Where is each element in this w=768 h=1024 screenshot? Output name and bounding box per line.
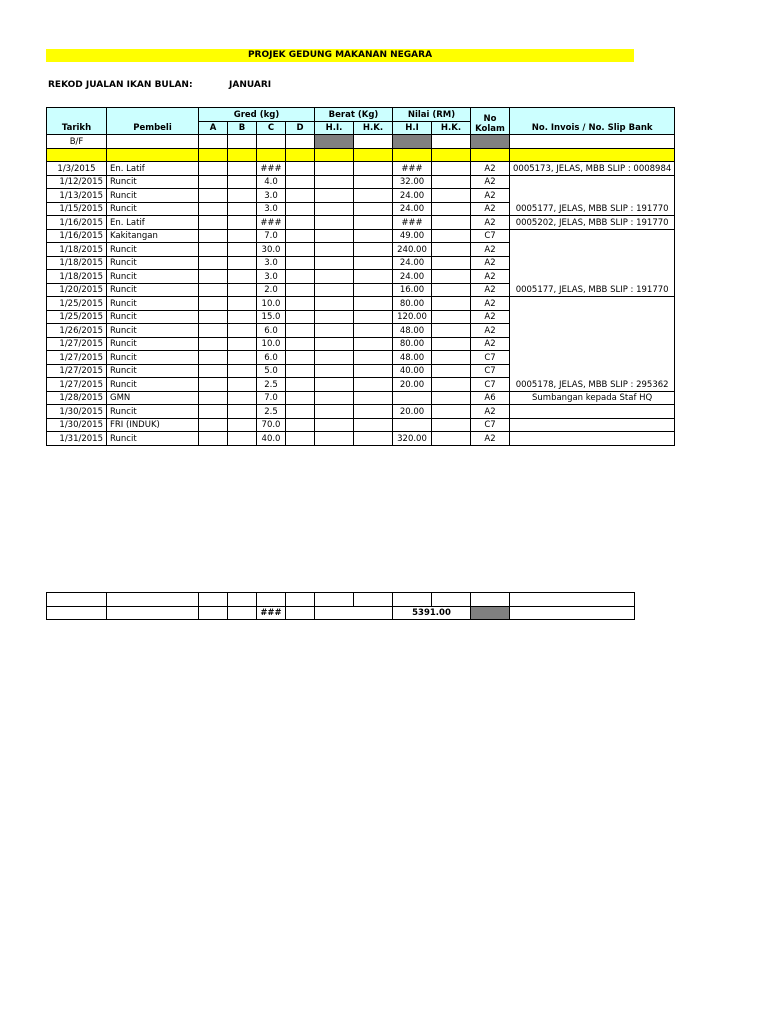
row-grade-c: 7.0 [257,229,286,243]
table-row [47,297,675,311]
report-subtitle-label: REKOD JUALAN IKAN BULAN: [48,80,193,90]
row-date: 1/18/2015 [47,256,107,270]
row-grade-c: 4.0 [257,175,286,189]
header-berat-hi: H.I. [315,121,354,135]
row-nilai: 120.00 [393,310,432,324]
row-grade-c: 5.0 [257,364,286,378]
header-invois: No. Invois / No. Slip Bank [510,108,675,135]
row-grade-c: 70.0 [257,418,286,432]
row-nilai [393,418,432,432]
row-buyer: En. Latif [107,216,199,230]
row-grade-c: 10.0 [257,337,286,351]
row-nilai: 16.00 [393,283,432,297]
row-grade-c: 3.0 [257,270,286,284]
row-buyer: Kakitangan [107,229,199,243]
table-row [47,418,675,432]
invoice-cell: 0005173, JELAS, MBB SLIP : 0008984 [510,162,675,176]
row-kolam: A2 [471,297,510,311]
row-buyer: Runcit [107,297,199,311]
row-nilai: ### [393,162,432,176]
row-date: 1/20/2015 [47,283,107,297]
row-grade-c: ### [257,216,286,230]
row-buyer: Runcit [107,324,199,338]
totals-blank-row [47,593,635,607]
row-grade-c: 3.0 [257,189,286,203]
header-gred-b: B [228,121,257,135]
header-tarikh: Tarikh [47,108,107,135]
row-nilai: 32.00 [393,175,432,189]
table-row [47,432,675,446]
row-nilai: 80.00 [393,297,432,311]
row-kolam: A2 [471,283,510,297]
header-kolam: No Kolam [471,108,510,135]
report-title: PROJEK GEDUNG MAKANAN NEGARA [46,49,634,62]
invoice-cell: Sumbangan kepada Staf HQ [510,391,675,405]
row-kolam: A2 [471,189,510,203]
header-nilai-hk: H.K. [432,121,471,135]
row-nilai: 48.00 [393,324,432,338]
row-buyer: GMN [107,391,199,405]
header-gred-c: C [257,121,286,135]
row-nilai: 80.00 [393,337,432,351]
row-grade-c: 3.0 [257,202,286,216]
row-buyer: Runcit [107,175,199,189]
row-date: 1/27/2015 [47,337,107,351]
row-buyer: Runcit [107,256,199,270]
row-date: 1/25/2015 [47,310,107,324]
row-buyer: Runcit [107,243,199,257]
row-kolam: C7 [471,229,510,243]
totals-table [46,592,635,620]
row-nilai: 240.00 [393,243,432,257]
row-kolam: A2 [471,270,510,284]
row-kolam: C7 [471,418,510,432]
row-grade-c: 10.0 [257,297,286,311]
row-buyer: Runcit [107,283,199,297]
row-nilai: 20.00 [393,405,432,419]
row-grade-c: 7.0 [257,391,286,405]
row-kolam: A2 [471,216,510,230]
row-date: 1/25/2015 [47,297,107,311]
row-kolam: A2 [471,256,510,270]
row-date: 1/18/2015 [47,270,107,284]
row-buyer: Runcit [107,378,199,392]
table-row [47,229,675,243]
invoice-cell: 0005177, JELAS, MBB SLIP : 191770 [510,175,675,216]
header-gred-a: A [199,121,228,135]
total-grade-c: ### [257,606,286,620]
row-kolam: A2 [471,162,510,176]
row-date: 1/18/2015 [47,243,107,257]
row-date: 1/26/2015 [47,324,107,338]
sales-table [46,107,675,446]
row-date: 1/30/2015 [47,405,107,419]
row-nilai: 48.00 [393,351,432,365]
row-kolam: A2 [471,324,510,338]
row-grade-c: 2.5 [257,405,286,419]
row-buyer: FRI (INDUK) [107,418,199,432]
row-grade-c: 3.0 [257,256,286,270]
row-kolam: A2 [471,310,510,324]
row-date: 1/16/2015 [47,229,107,243]
row-date: 1/15/2015 [47,202,107,216]
row-nilai: 49.00 [393,229,432,243]
row-kolam: A2 [471,243,510,257]
row-nilai: 24.00 [393,202,432,216]
row-date: 1/3/2015 [47,162,107,176]
row-date: 1/12/2015 [47,175,107,189]
row-kolam: A6 [471,391,510,405]
row-kolam: C7 [471,378,510,392]
row-date: 1/28/2015 [47,391,107,405]
report-month: JANUARI [229,80,272,90]
table-row [47,391,675,405]
row-buyer: Runcit [107,364,199,378]
header-gred-d: D [286,121,315,135]
totals-row [47,606,635,620]
row-nilai [393,391,432,405]
row-nilai: ### [393,216,432,230]
row-date: 1/31/2015 [47,432,107,446]
row-buyer: Runcit [107,405,199,419]
row-kolam: A2 [471,405,510,419]
row-buyer: Runcit [107,310,199,324]
invoice-cell: 0005178, JELAS, MBB SLIP : 295362 [510,297,675,392]
row-grade-c: 6.0 [257,351,286,365]
row-buyer: En. Latif [107,162,199,176]
row-buyer: Runcit [107,202,199,216]
row-kolam: A2 [471,175,510,189]
row-date: 1/13/2015 [47,189,107,203]
row-buyer: Runcit [107,351,199,365]
header-berat: Berat (Kg) [315,108,393,122]
row-grade-c: 6.0 [257,324,286,338]
row-date: 1/27/2015 [47,364,107,378]
row-grade-c: 40.0 [257,432,286,446]
row-grade-c: 15.0 [257,310,286,324]
row-date: 1/16/2015 [47,216,107,230]
row-nilai: 20.00 [393,378,432,392]
row-grade-c: 2.5 [257,378,286,392]
row-date: 1/27/2015 [47,351,107,365]
row-kolam: A2 [471,432,510,446]
row-kolam: A2 [471,337,510,351]
row-buyer: Runcit [107,337,199,351]
row-nilai: 24.00 [393,270,432,284]
row-date: 1/27/2015 [47,378,107,392]
row-date: 1/30/2015 [47,418,107,432]
table-row [47,405,675,419]
row-nilai: 40.00 [393,364,432,378]
separator-row [47,148,675,162]
row-kolam: C7 [471,351,510,365]
row-buyer: Runcit [107,270,199,284]
table-row [47,175,675,189]
bf-row [47,135,675,149]
row-buyer: Runcit [107,432,199,446]
row-grade-c: ### [257,162,286,176]
header-gred: Gred (kg) [199,108,315,122]
header-nilai: Nilai (RM) [393,108,471,122]
row-grade-c: 30.0 [257,243,286,257]
row-kolam: C7 [471,364,510,378]
table-row [47,216,675,230]
row-nilai: 320.00 [393,432,432,446]
table-row [47,162,675,176]
row-nilai: 24.00 [393,189,432,203]
invoice-cell: 0005202, JELAS, MBB SLIP : 191770 [510,216,675,230]
row-grade-c: 2.0 [257,283,286,297]
header-nilai-hi: H.I [393,121,432,135]
header-pembeli: Pembeli [107,108,199,135]
total-nilai: 5391.00 [393,606,471,620]
bf-label: B/F [47,135,107,149]
row-buyer: Runcit [107,189,199,203]
header-berat-hk: H.K. [354,121,393,135]
invoice-cell: 0005177, JELAS, MBB SLIP : 191770 [510,229,675,297]
row-kolam: A2 [471,202,510,216]
row-nilai: 24.00 [393,256,432,270]
